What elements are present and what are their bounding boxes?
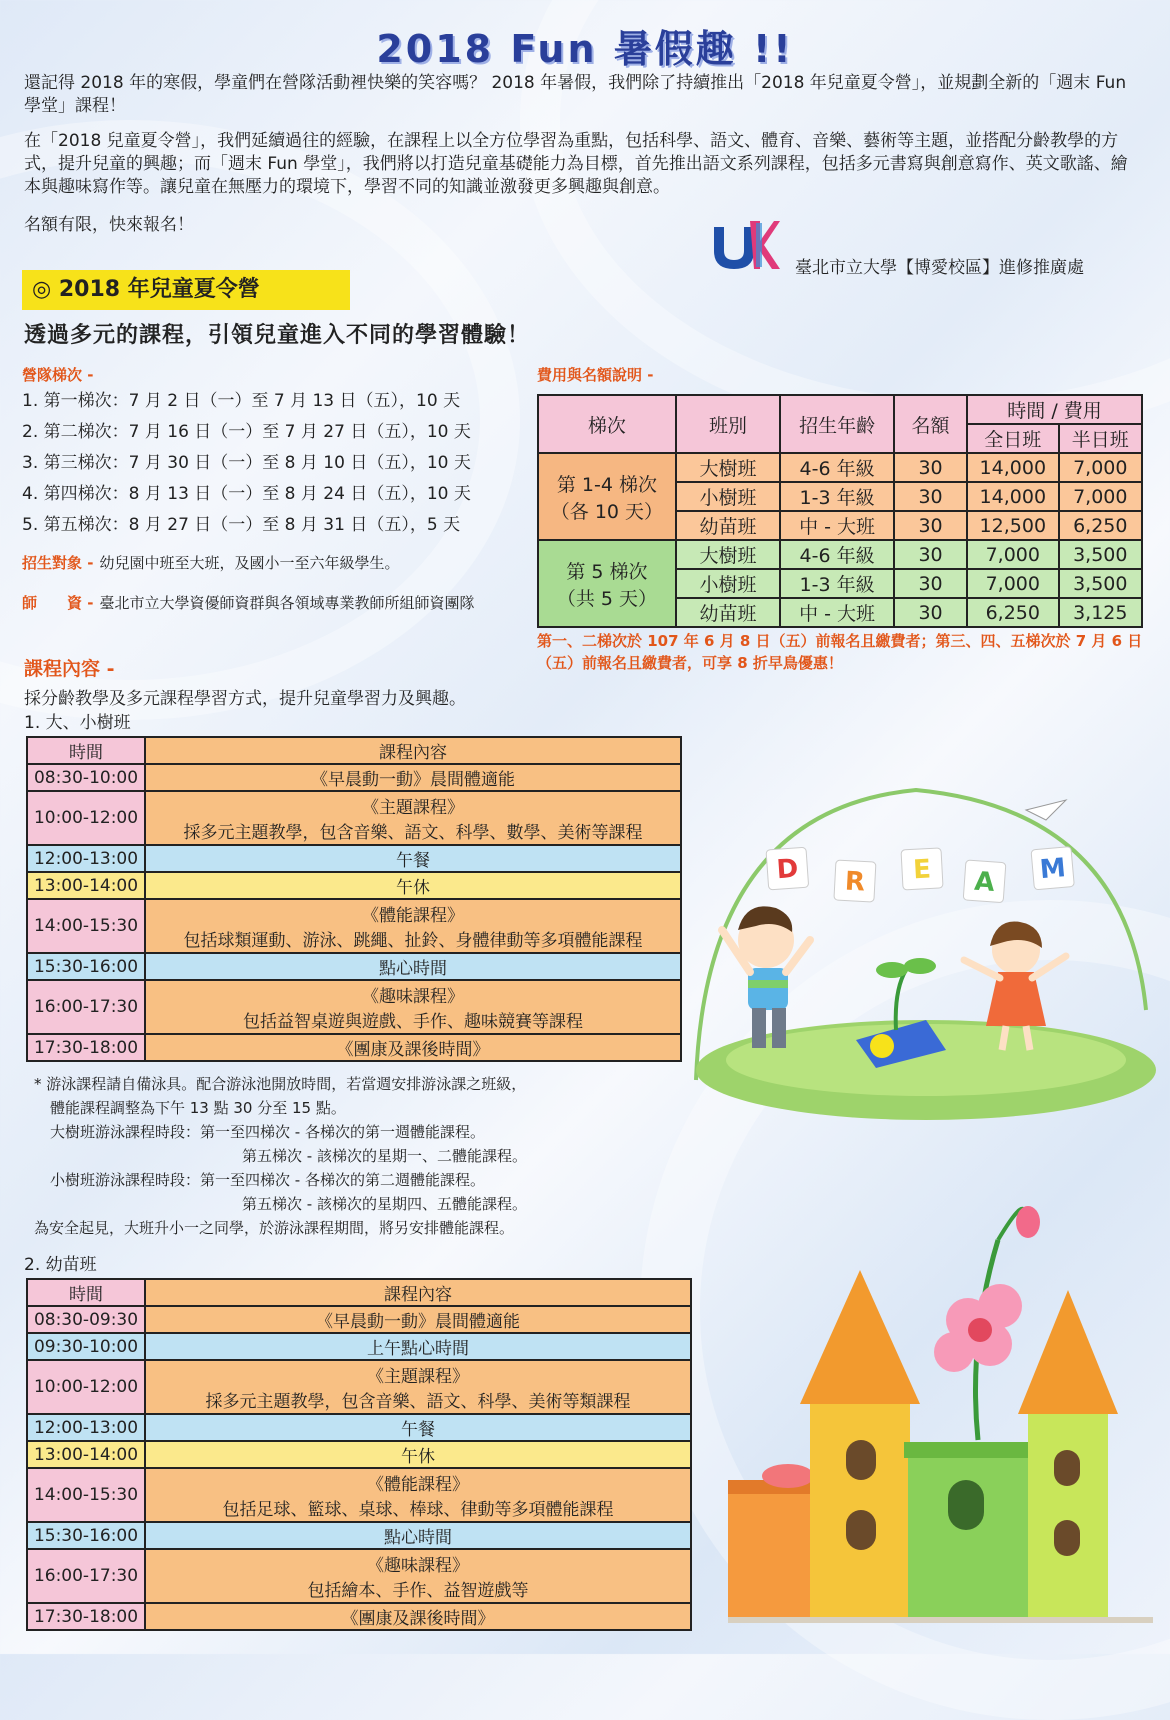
course-time: 12:00-13:00 — [27, 845, 145, 872]
fee-quota: 30 — [894, 598, 967, 627]
course-time: 15:30-16:00 — [27, 953, 145, 980]
course-content — [145, 791, 681, 845]
fee-header-half: 半日班 — [1059, 424, 1142, 453]
fee-full: 6,250 — [967, 598, 1059, 627]
fee-quota: 30 — [894, 482, 967, 511]
fee-header-quota: 名額 — [894, 395, 967, 453]
course-content: 《早晨動一動》晨間體適能 — [145, 1306, 691, 1333]
course-content-detail: 採多元主題教學，包含音樂、語文、科學、美術等類課程 — [205, 1392, 631, 1412]
note-line: 第五梯次 - 該梯次的星期一、二體能課程。 — [242, 1147, 527, 1165]
course-content — [145, 1360, 691, 1414]
fee-group-cell — [538, 453, 676, 540]
book-sprout-icon — [856, 958, 946, 1068]
fee-header-session: 梯次 — [538, 395, 676, 453]
fee-header-class: 班別 — [676, 395, 780, 453]
teacher-text: 臺北市立大學資優師資群與各領域專業教師所組師資團隊 — [99, 594, 475, 612]
fee-age: 4-6 年級 — [780, 540, 894, 569]
dream-letter: D — [775, 853, 800, 886]
note-line: 大樹班游泳課程時段：第一至四梯次 - 各梯次的第一週體能課程。 — [50, 1123, 485, 1141]
fee-header-age: 招生年齡 — [780, 395, 894, 453]
fee-half: 3,125 — [1059, 598, 1142, 627]
course-header-time: 時間 — [27, 737, 145, 764]
course-content-detail: 採多元主題教學，包含音樂、語文、科學、數學、美術等課程 — [183, 823, 643, 843]
course-intro: 採分齡教學及多元課程學習方式，提升兒童學習力及興趣。 — [24, 689, 466, 709]
swimming-notes — [34, 1072, 527, 1240]
course-content-title: 《趣味課程》 — [362, 987, 464, 1007]
note-line: * 游泳課程請自備泳具。配合游泳池開放時間，若當週安排游泳課之班級， — [34, 1075, 527, 1093]
course-time: 13:00-14:00 — [27, 872, 145, 899]
course-time: 16:00-17:30 — [27, 980, 145, 1034]
course-time: 17:30-18:00 — [27, 1034, 145, 1061]
fee-age: 4-6 年級 — [780, 453, 894, 482]
course-table-seedling — [26, 1278, 692, 1631]
schedule-item: 4. 第四梯次：8 月 13 日（一）至 8 月 24 日（五），10 天 — [22, 484, 471, 504]
fee-half: 3,500 — [1059, 569, 1142, 598]
fee-full: 14,000 — [967, 453, 1059, 482]
course-time: 13:00-14:00 — [27, 1441, 145, 1468]
fee-quota: 30 — [894, 540, 967, 569]
course-content-title: 《趣味課程》 — [367, 1556, 469, 1576]
house-yellow-tower-icon — [800, 1270, 920, 1620]
course-time: 09:30-10:00 — [27, 1333, 145, 1360]
course-content: 午餐 — [145, 1414, 691, 1441]
fee-half: 7,000 — [1059, 453, 1142, 482]
course-content: 《團康及課後時間》 — [145, 1603, 691, 1630]
intro-paragraph-3: 名額有限，快來報名！ — [24, 215, 194, 235]
fee-quota: 30 — [894, 511, 967, 540]
course-content-detail: 包括益智桌遊與遊戲、手作、趣味競賽等課程 — [243, 1012, 583, 1032]
fee-quota: 30 — [894, 569, 967, 598]
fee-class: 大樹班 — [676, 453, 780, 482]
early-bird-discount: 第一、二梯次於 107 年 6 月 8 日（五）前報名且繳費者；第三、四、五梯次於 7 月 6 日（五）前報名且繳費者，可享 8 折早鳥優惠！ — [537, 632, 1143, 672]
schedule-list — [22, 386, 471, 541]
course-table-1-title: 1. 大、小樹班 — [24, 713, 131, 733]
university-logo-icon — [710, 215, 780, 275]
fee-half: 7,000 — [1059, 482, 1142, 511]
intro-paragraph-1: 還記得 2018 年的寒假，學童們在營隊活動裡快樂的笑容嗎？ 2018 年暑假，我們除了持續推出「2018 年兒童夏令營」，並規劃全新的「週末 Fun 學堂」課程！ — [24, 73, 1127, 116]
course-content-title: 《主題課程》 — [362, 798, 464, 818]
teacher-label: 師 資 - — [22, 594, 94, 612]
course-content — [145, 1549, 691, 1603]
teacher-line — [22, 592, 474, 613]
schedule-item: 1. 第一梯次：7 月 2 日（一）至 7 月 13 日（五），10 天 — [22, 391, 461, 411]
course-content: 《團康及課後時間》 — [145, 1034, 681, 1061]
fee-age: 中 - 大班 — [780, 511, 894, 540]
dream-letter: R — [844, 866, 866, 898]
schedule-item: 5. 第五梯次：8 月 27 日（一）至 8 月 31 日（五），5 天 — [22, 515, 461, 535]
boy-icon — [722, 906, 810, 1048]
fee-class: 幼苗班 — [676, 511, 780, 540]
fee-class: 小樹班 — [676, 569, 780, 598]
fee-group-name: 第 1-4 梯次 — [556, 473, 657, 496]
paper-plane-icon — [1026, 800, 1066, 820]
fee-full: 12,500 — [967, 511, 1059, 540]
course-header-content: 課程內容 — [145, 1279, 691, 1306]
fee-half: 6,250 — [1059, 511, 1142, 540]
course-time: 16:00-17:30 — [27, 1549, 145, 1603]
course-time: 15:30-16:00 — [27, 1522, 145, 1549]
course-header-content: 課程內容 — [145, 737, 681, 764]
fees-label: 費用與名額說明 - — [537, 366, 654, 384]
course-content — [145, 980, 681, 1034]
course-content-detail: 包括球類運動、游泳、跳繩、扯鈴、身體律動等多項體能課程 — [183, 931, 643, 951]
course-time: 14:00-15:30 — [27, 899, 145, 953]
fee-group-sub: （共 5 天） — [556, 587, 658, 610]
course-content-title: 《主題課程》 — [367, 1367, 469, 1387]
course-time: 12:00-13:00 — [27, 1414, 145, 1441]
fee-class: 幼苗班 — [676, 598, 780, 627]
schedule-label: 營隊梯次 - — [22, 366, 94, 384]
course-table-big-small-tree — [26, 736, 682, 1062]
course-table-2-title: 2. 幼苗班 — [24, 1255, 97, 1275]
slogan: 透過多元的課程，引領兒童進入不同的學習體驗！ — [24, 323, 531, 348]
dream-letter: M — [1038, 853, 1067, 886]
course-time: 10:00-12:00 — [27, 791, 145, 845]
fee-age: 1-3 年級 — [780, 569, 894, 598]
fee-full: 7,000 — [967, 569, 1059, 598]
fee-class: 小樹班 — [676, 482, 780, 511]
schedule-item: 2. 第二梯次：7 月 16 日（一）至 7 月 27 日（五），10 天 — [22, 422, 471, 442]
course-content — [145, 899, 681, 953]
course-time: 17:30-18:00 — [27, 1603, 145, 1630]
course-time: 14:00-15:30 — [27, 1468, 145, 1522]
fee-age: 中 - 大班 — [780, 598, 894, 627]
course-label: 課程內容 - — [24, 658, 115, 680]
target-text: 幼兒園中班至大班，及國小一至六年級學生。 — [99, 554, 400, 572]
note-line: 第五梯次 - 該梯次的星期四、五體能課程。 — [242, 1195, 527, 1213]
course-content: 上午點心時間 — [145, 1333, 691, 1360]
fee-quota: 30 — [894, 453, 967, 482]
fee-group-sub: （各 10 天） — [550, 500, 664, 523]
house-green-icon — [904, 1442, 1032, 1620]
fee-half: 3,500 — [1059, 540, 1142, 569]
dream-letter: E — [912, 854, 932, 886]
fee-header-time-fee: 時間 / 費用 — [967, 395, 1142, 424]
fee-group-cell — [538, 540, 676, 627]
note-line: 小樹班游泳課程時段：第一至四梯次 - 各梯次的第二週體能課程。 — [50, 1171, 485, 1189]
fee-full: 7,000 — [967, 540, 1059, 569]
fee-header-full: 全日班 — [967, 424, 1059, 453]
course-header-time: 時間 — [27, 1279, 145, 1306]
course-content: 點心時間 — [145, 1522, 691, 1549]
schedule-item: 3. 第三梯次：7 月 30 日（一）至 8 月 10 日（五），10 天 — [22, 453, 471, 473]
course-content-detail: 包括足球、籃球、桌球、棒球、律動等多項體能課程 — [222, 1500, 614, 1520]
course-content: 午休 — [145, 1441, 691, 1468]
course-content: 點心時間 — [145, 953, 681, 980]
fee-class: 大樹班 — [676, 540, 780, 569]
course-content-title: 《體能課程》 — [367, 1475, 469, 1495]
fee-age: 1-3 年級 — [780, 482, 894, 511]
target-line — [22, 552, 399, 573]
intro-paragraph-2: 在「2018 兒童夏令營」，我們延續過往的經驗，在課程上以全方位學習為重點，包括科學、語文、體育、音樂、藝術等主題，並搭配分齡教學的方式，提升兒童的興趣；而「週末 Fun 學堂」，我們將以打造兒童基礎能力為目標，首先推出語文系列課程，包括多元書寫與創意寫作、英文歌謠、繪本與趣味寫作等。讓兒童在無壓力的環境下，學習不同的知識並激發更多興趣與創意。 — [24, 131, 1128, 197]
page-title: 2018 Fun 暑假趣 !! — [376, 27, 794, 71]
organization-name: 臺北市立大學【博愛校區】進修推廣處 — [795, 258, 1084, 278]
section-banner: ◎ 2018 年兒童夏令營 — [22, 270, 350, 310]
kids-dream-illustration — [686, 750, 1156, 1130]
course-content-title: 《體能課程》 — [362, 906, 464, 926]
course-time: 08:30-10:00 — [27, 764, 145, 791]
fee-group-name: 第 5 梯次 — [566, 560, 648, 583]
course-time: 08:30-09:30 — [27, 1306, 145, 1333]
course-time: 10:00-12:00 — [27, 1360, 145, 1414]
course-content: 午餐 — [145, 845, 681, 872]
course-content — [145, 1468, 691, 1522]
dream-letter: A — [973, 866, 996, 899]
house-lime-tower-icon — [1018, 1290, 1118, 1620]
houses-flower-illustration — [728, 1180, 1153, 1640]
course-content: 午休 — [145, 872, 681, 899]
course-content-detail: 包括繪本、手作、益智遊戲等 — [307, 1581, 529, 1601]
fee-full: 14,000 — [967, 482, 1059, 511]
note-line: 體能課程調整為下午 13 點 30 分至 15 點。 — [50, 1099, 346, 1117]
note-line: 為安全起見，大班升小一之同學，於游泳課程期間，將另安排體能課程。 — [34, 1219, 515, 1237]
course-content: 《早晨動一動》晨間體適能 — [145, 764, 681, 791]
target-label: 招生對象 - — [22, 554, 94, 572]
fee-table — [537, 394, 1143, 628]
dream-letters — [766, 847, 1074, 903]
